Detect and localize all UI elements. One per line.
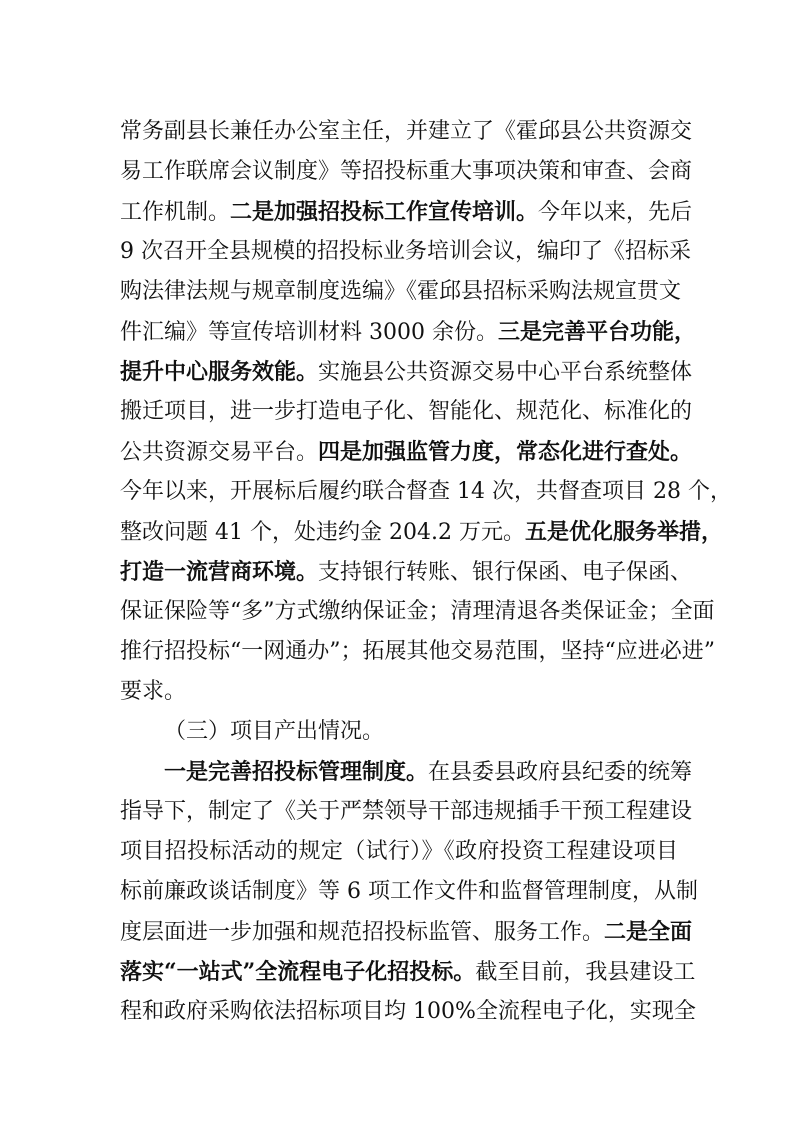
text-run: 易工作联席会议制度》等招投标重大事项决策和审查、会商 xyxy=(120,159,693,184)
text-run: 工作机制。 xyxy=(120,200,231,225)
text-run: 件汇编》等宣传培训材料 3000 余份。 xyxy=(120,320,498,345)
text-run: 实施县公共资源交易中心平台系统整体 xyxy=(318,360,693,385)
text-run: 程和政府采购依法招标项目均 100%全流程电子化，实现全 xyxy=(120,999,696,1024)
text-run: 支持银行转账、银行保函、电子保函、 xyxy=(318,560,693,585)
text-line-5 xyxy=(120,272,682,312)
text-run: 要求。 xyxy=(120,679,187,704)
bold-run: 三是完善平台功能， xyxy=(497,319,696,345)
text-line-23 xyxy=(120,992,696,1032)
text-run: 指导下，制定了《关于严禁领导干部违规插手干预工程建设 xyxy=(120,799,693,824)
text-run: 搬迁项目，进一步打造电子化、智能化、规范化、标准化的 xyxy=(120,399,693,424)
text-line-17 xyxy=(164,752,693,792)
text-run: 在县委县政府县纪委的统筹 xyxy=(428,760,693,785)
text-line-1 xyxy=(120,112,693,152)
text-run: （三）项目产出情况。 xyxy=(164,719,385,744)
text-line-4 xyxy=(120,232,691,272)
text-run: 购法律法规与规章制度选编》《霍邱县招标采购法规宣贯文 xyxy=(120,279,682,304)
text-run: 9 次召开全县规模的招投标业务培训会议，编印了《招标采 xyxy=(120,239,691,264)
text-line-9 xyxy=(120,432,693,472)
text-run: 整改问题 41 个，处违约金 204.2 万元。 xyxy=(120,520,525,545)
text-run: 截至目前，我县建设工 xyxy=(475,960,696,985)
text-line-11 xyxy=(120,512,723,552)
text-run: 度层面进一步加强和规范招投标监管、服务工作。 xyxy=(120,920,605,945)
text-line-12 xyxy=(120,552,693,592)
bold-run: 一是完善招投标管理制度。 xyxy=(164,759,429,785)
text-line-14 xyxy=(120,632,715,672)
bold-run: 四是加强监管力度，常态化进行查处。 xyxy=(318,439,693,465)
text-line-22 xyxy=(120,952,696,992)
text-line-19 xyxy=(120,832,678,872)
bold-run: 二是全面 xyxy=(604,919,693,945)
text-run: 今年以来，先后 xyxy=(538,200,693,225)
text-line-6 xyxy=(120,312,696,352)
text-line-7 xyxy=(120,352,693,392)
text-run: 项目招投标活动的规定（试行）》《政府投资工程建设项目 xyxy=(120,839,678,864)
text-line-13 xyxy=(120,592,715,632)
text-run: 保证保险等“多”方式缴纳保证金；清理清退各类保证金；全面 xyxy=(120,599,715,624)
bold-run: 落实“一站式”全流程电子化招投标。 xyxy=(120,959,476,985)
section-heading xyxy=(164,712,678,752)
bold-run: 二是加强招投标工作宣传培训。 xyxy=(230,199,539,225)
text-line-8 xyxy=(120,392,693,432)
text-line-2 xyxy=(120,152,693,192)
bold-run: 五是优化服务举措， xyxy=(524,519,723,545)
text-run: 标前廉政谈话制度》等 6 项工作文件和监督管理制度，从制 xyxy=(120,879,698,904)
bold-run: 提升中心服务效能。 xyxy=(120,359,319,385)
text-run: 推行招投标“一网通办”；拓展其他交易范围，坚持“应进必进” xyxy=(120,639,715,664)
text-line-21 xyxy=(120,912,693,952)
text-line-18 xyxy=(120,792,693,832)
text-line-15 xyxy=(120,672,678,712)
text-run: 常务副县长兼任办公室主任，并建立了《霍邱县公共资源交 xyxy=(120,119,693,144)
text-line-10 xyxy=(120,472,732,512)
text-line-20 xyxy=(120,872,698,912)
text-run: 公共资源交易平台。 xyxy=(120,440,319,465)
bold-run: 打造一流营商环境。 xyxy=(120,559,319,585)
text-line-3 xyxy=(120,192,693,232)
text-run: 今年以来，开展标后履约联合督查 14 次，共督查项目 28 个， xyxy=(120,479,732,504)
